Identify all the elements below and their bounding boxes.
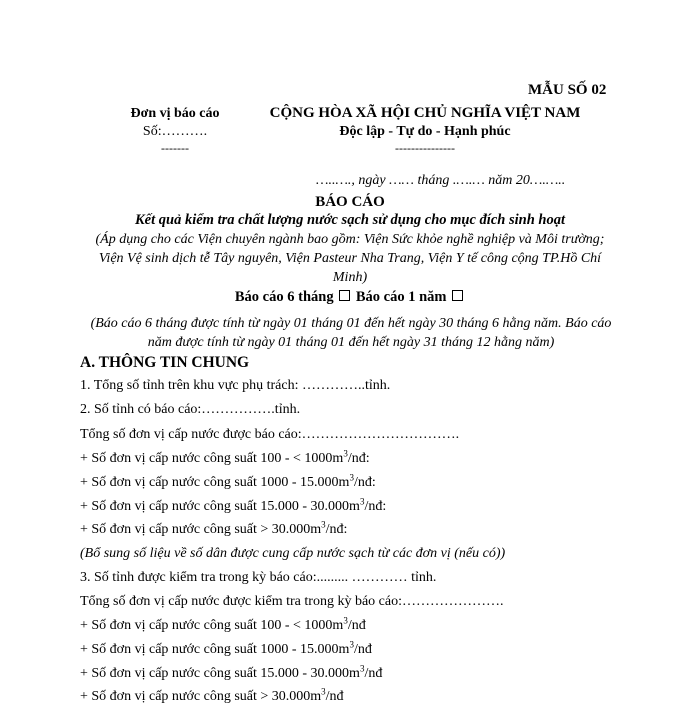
checked-capacity-line-4: + Số đơn vị cấp nước công suất > $30.000m^3/nđ$: [80, 686, 344, 704]
capacity-line-4: + Số đơn vị cấp nước công suất > $30.000m^3/nđ$:: [80, 519, 348, 537]
document-number: Số:……….: [142, 124, 208, 139]
report-period: [0, 289, 700, 306]
six-month-label: Báo cáo 6 tháng: [234, 289, 334, 305]
national-motto: Độc lập - Tự do - Hạnh phúc: [339, 124, 511, 139]
reporting-provinces-line: 2. Số tỉnh có báo cáo:…………….tỉnh.: [80, 402, 301, 417]
total-provinces-line: 1. Tổng số tỉnh trên khu vực phụ trách: …………..tỉnh.: [80, 378, 391, 393]
checked-capacity-line-2: + Số đơn vị cấp nước công suất $1000 - 15.000m^3/nđ$: [80, 639, 372, 657]
capacity-line-1: + Số đơn vị cấp nước công suất 100 - < $1000m^3/nđ$:: [80, 448, 370, 466]
section-a-title: A. THÔNG TIN CHUNG: [80, 354, 250, 371]
scope-note: (Áp dụng cho các Viện chuyên ngành bao gồm: Viện Sức khỏe nghề nghiệp và Môi trường; Viện Vệ sinh dịch tễ Tây nguyên, Viện Pasteur Nha Trang, Viện Y tế công cộng TP.Hồ Chí Minh): [95, 232, 605, 285]
motto-divider: ---------------: [395, 141, 455, 155]
capacity-line-3: + Số đơn vị cấp nước công suất $15.000 - 30.000m^3/nđ$:: [80, 496, 387, 514]
six-month-checkbox[interactable]: [339, 290, 350, 301]
total-units-line: Tổng số đơn vị cấp nước được báo cáo:…………………………….: [80, 427, 460, 442]
checked-capacity-line-3: + Số đơn vị cấp nước công suất $15.000 - 30.000m^3/nđ$: [80, 663, 383, 681]
capacity-line-2: + Số đơn vị cấp nước công suất $1000 - 15.000m^3/nđ$:: [80, 472, 376, 490]
checked-capacity-line-1: + Số đơn vị cấp nước công suất 100 - < $1000m^3/nđ$: [80, 615, 366, 633]
period-note: (Báo cáo 6 tháng được tính từ ngày 01 tháng 01 đến hết ngày 30 tháng 6 hằng năm. Báo cáo năm được tính từ ngày 01 tháng 01 đến hết ngày 31 tháng 12 hằng năm): [90, 316, 612, 350]
one-year-checkbox[interactable]: [452, 290, 463, 301]
form-number: MẪU SỐ 02: [528, 82, 607, 98]
date-line: …..…., ngày …… tháng .….… năm 20….…..: [316, 173, 566, 188]
checked-provinces-line: 3. Số tỉnh được kiểm tra trong kỳ báo cáo:......... ………… tỉnh.: [80, 570, 437, 585]
one-year-label: Báo cáo 1 năm: [355, 289, 447, 305]
report-title: BÁO CÁO: [315, 194, 385, 210]
checked-units-line: Tổng số đơn vị cấp nước được kiểm tra trong kỳ báo cáo:………………….: [80, 594, 504, 609]
reporting-unit-label: Đơn vị báo cáo: [130, 106, 220, 121]
national-title: CỘNG HÒA XÃ HỘI CHỦ NGHĨA VIỆT NAM: [269, 105, 581, 121]
report-subtitle: Kết quả kiểm tra chất lượng nước sạch sử dụng cho mục đích sinh hoạt: [135, 212, 565, 228]
unit-divider: -------: [161, 141, 189, 155]
supplement-note: (Bổ sung số liệu về số dân được cung cấp nước sạch từ các đơn vị (nếu có)): [80, 546, 506, 561]
